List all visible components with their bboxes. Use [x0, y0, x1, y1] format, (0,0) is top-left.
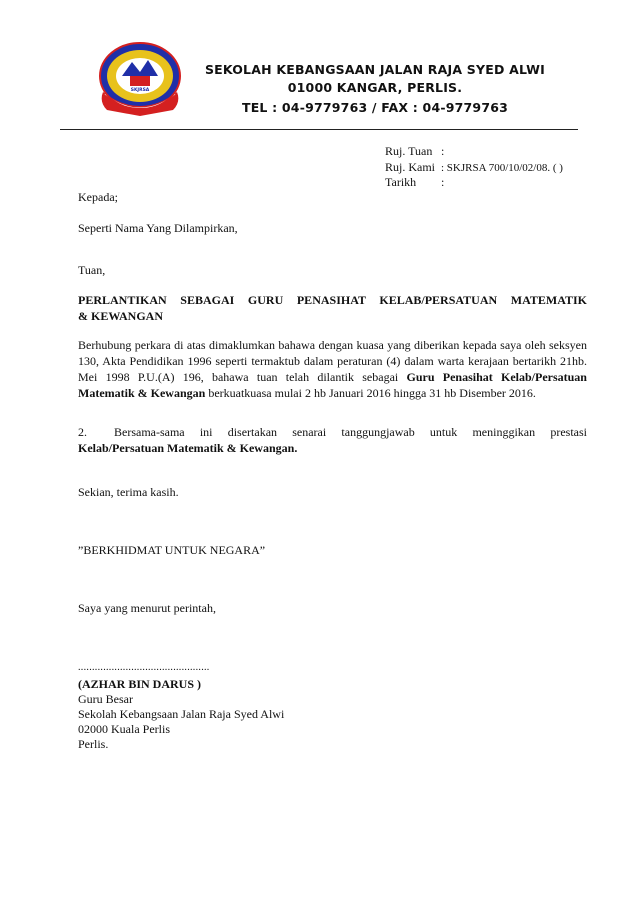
- school-crest-logo: [97, 40, 183, 120]
- paragraph-1-text: Berhubung perkara di atas dimaklumkan bahawa dengan kuasa yang diberikan kepada saya oleh seksyen 130, Akta Pendidikan 1996 seperti termaktub dalam peraturan (4) dalam warta kerajaan bertarikh 21hb. Mei 1998 P.U.(A) 196, bahawa tuan telah dilantik sebagai: [78, 338, 587, 384]
- paragraph-2-bold: Kelab/Persatuan Matematik & Kewangan.: [78, 441, 298, 455]
- signer-name: (AZHAR BIN DARUS ): [78, 677, 202, 691]
- ref-ruj-tuan-label: Ruj. Tuan: [385, 144, 433, 158]
- recipient-line: Seperti Nama Yang Dilampirkan,: [78, 221, 238, 235]
- ref-ruj-kami: [385, 160, 563, 175]
- signer-title: Guru Besar: [78, 692, 133, 706]
- subject-line-2: & KEWANGAN: [78, 309, 164, 323]
- school-contact-heading: TEL : 04-9779763 / FAX : 04-9779763: [241, 100, 509, 115]
- header-divider: [60, 129, 578, 130]
- ref-ruj-kami-label: Ruj. Kami: [385, 160, 435, 174]
- to-label: Kepada;: [78, 190, 118, 204]
- paragraph-1-bold: Guru Penasihat Kelab/Persatuan Matematik & Kewangan: [78, 370, 587, 400]
- signature-line: ...............................................: [78, 662, 210, 673]
- paragraph-2-text: Bersama-sama ini disertakan senarai tanggungjawab untuk meninggikan prestasi: [114, 425, 587, 439]
- paragraph-1-tail: berkuatkuasa mulai 2 hb Januari 2016 hingga 31 hb Disember 2016.: [205, 386, 536, 400]
- paragraph-2: [78, 424, 587, 456]
- ref-ruj-tuan: [385, 144, 444, 158]
- signer-school: Sekolah Kebangsaan Jalan Raja Syed Alwi: [78, 707, 285, 721]
- salutation: Tuan,: [78, 263, 106, 277]
- signer-address-1: 02000 Kuala Perlis: [78, 722, 170, 736]
- svg-text:SKJRSA: SKJRSA: [130, 88, 150, 93]
- paragraph-2-number: 2.: [78, 425, 87, 439]
- closing-line: Sekian, terima kasih.: [78, 485, 179, 499]
- school-address-heading: 01000 KANGAR, PERLIS.: [287, 80, 463, 95]
- paragraph-1: [78, 337, 587, 401]
- signer-address-2: Perlis.: [78, 737, 109, 751]
- ref-ruj-tuan-value: :: [441, 144, 445, 158]
- school-name-heading: SEKOLAH KEBANGSAAN JALAN RAJA SYED ALWI: [204, 62, 546, 77]
- ref-ruj-kami-value: : SKJRSA 700/10/02/08. ( ): [441, 162, 563, 174]
- subject-line-1: PERLANTIKAN SEBAGAI GURU PENASIHAT KELAB/PERSATUAN MATEMATIK: [78, 293, 587, 307]
- ref-tarikh: [385, 175, 444, 189]
- ref-tarikh-label: Tarikh: [385, 175, 417, 189]
- sign-off: Saya yang menurut perintah,: [78, 601, 216, 615]
- letter-subject: [78, 292, 587, 324]
- ref-tarikh-value: :: [441, 175, 445, 189]
- motto: ”BERKHIDMAT UNTUK NEGARA”: [78, 543, 266, 557]
